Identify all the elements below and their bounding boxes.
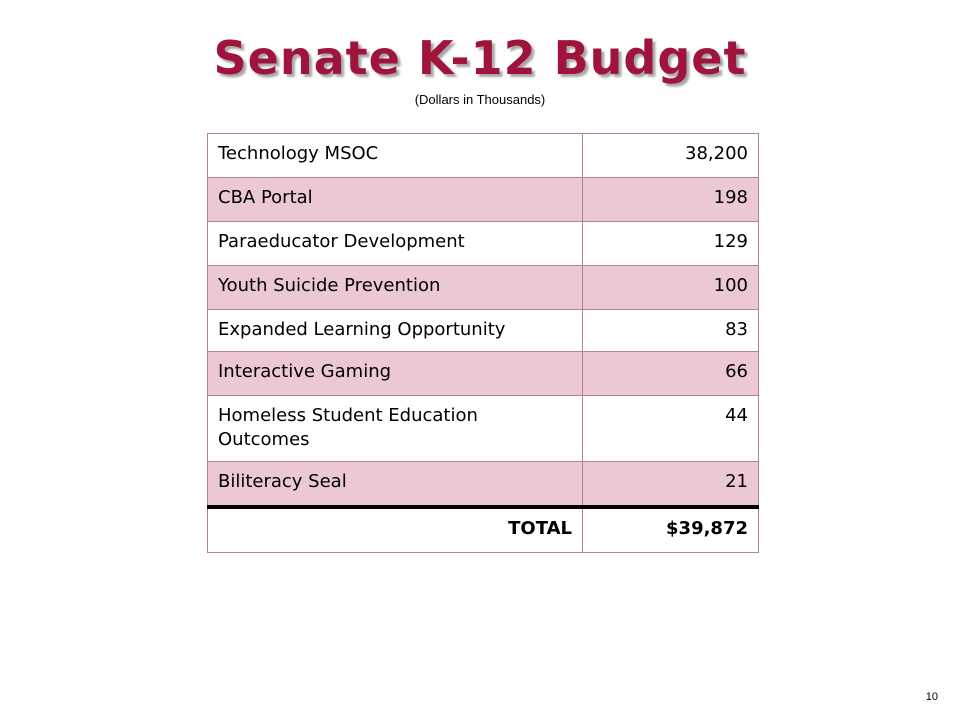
table-row bbox=[208, 178, 759, 222]
table-row bbox=[208, 352, 759, 396]
row-amount: 38,200 bbox=[583, 134, 759, 178]
row-amount: 129 bbox=[583, 222, 759, 266]
slide-subtitle: (Dollars in Thousands) bbox=[414, 92, 546, 107]
total-label: TOTAL bbox=[208, 507, 583, 553]
row-amount: 198 bbox=[583, 178, 759, 222]
row-label: Homeless Student Education Outcomes bbox=[208, 396, 583, 462]
row-amount: 100 bbox=[583, 266, 759, 310]
slide-title: Senate K-12 Budget bbox=[213, 31, 747, 85]
row-label: Youth Suicide Prevention bbox=[208, 266, 583, 310]
table-row bbox=[208, 222, 759, 266]
total-amount: $39,872 bbox=[583, 507, 759, 553]
row-label: Interactive Gaming bbox=[208, 352, 583, 396]
row-label: Expanded Learning Opportunity bbox=[208, 310, 583, 352]
row-label: Paraeducator Development bbox=[208, 222, 583, 266]
page-number: 10 bbox=[925, 691, 938, 703]
row-label: Biliteracy Seal bbox=[208, 462, 583, 508]
budget-table bbox=[207, 133, 759, 553]
row-label: Technology MSOC bbox=[208, 134, 583, 178]
table-row bbox=[208, 462, 759, 508]
table-row bbox=[208, 134, 759, 178]
row-amount: 66 bbox=[583, 352, 759, 396]
total-row bbox=[208, 507, 759, 553]
row-amount: 44 bbox=[583, 396, 759, 462]
table-row bbox=[208, 396, 759, 462]
table-row bbox=[208, 310, 759, 352]
row-amount: 83 bbox=[583, 310, 759, 352]
row-amount: 21 bbox=[583, 462, 759, 508]
table-row bbox=[208, 266, 759, 310]
row-label: CBA Portal bbox=[208, 178, 583, 222]
